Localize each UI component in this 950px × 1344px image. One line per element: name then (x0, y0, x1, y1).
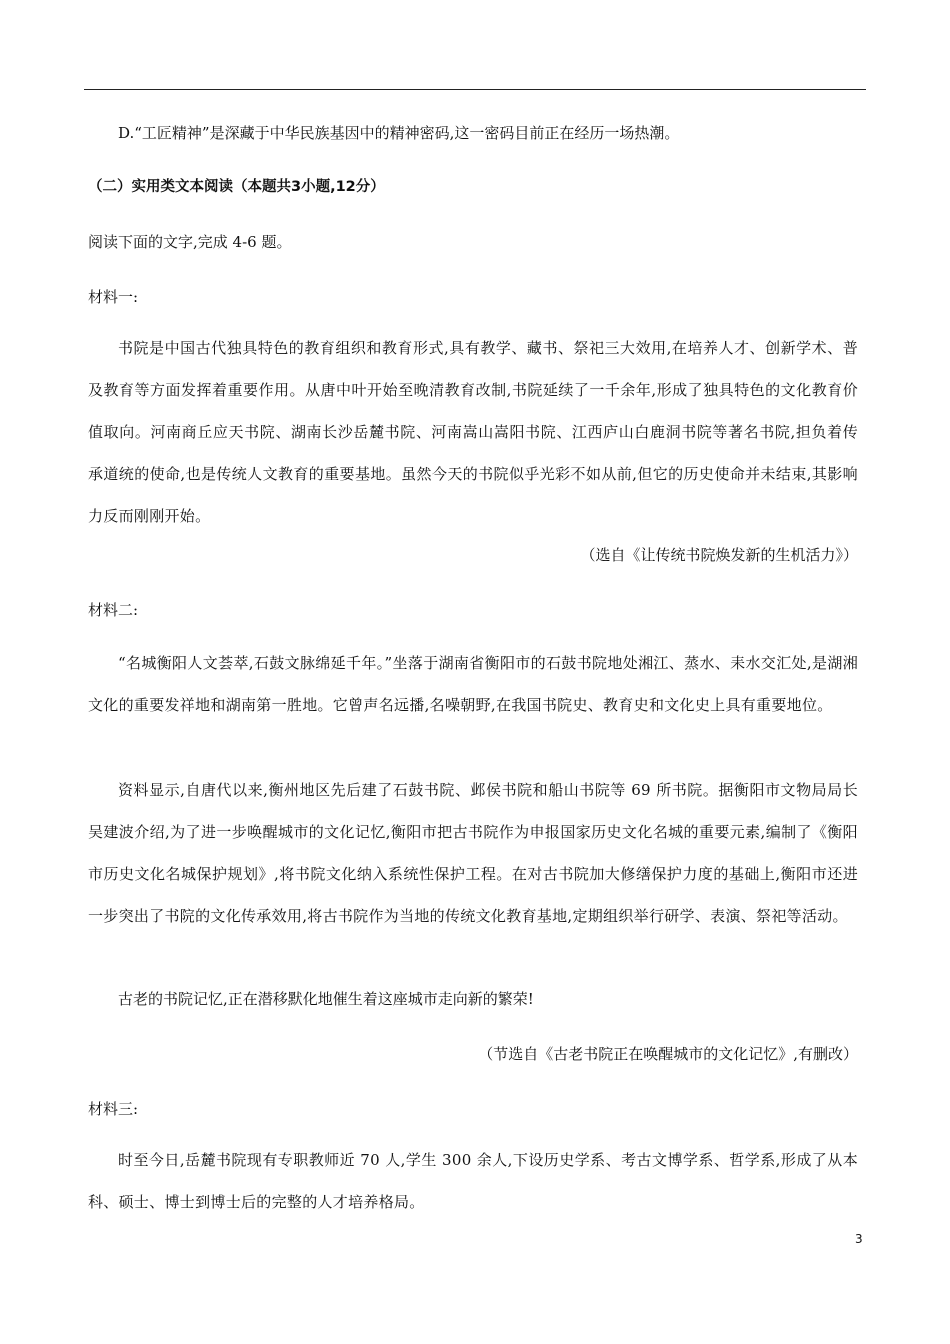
option-d: D.“工匠精神”是深藏于中华民族基因中的精神密码,这一密码目前正在经历一场热潮。 (118, 124, 680, 142)
material1-label: 材料一: (88, 288, 139, 306)
material2-paragraph-3: 古老的书院记忆,正在潜移默化地催生着这座城市走向新的繁荣! (118, 990, 534, 1008)
material2-paragraph-1: “名城衡阳人文荟萃,石鼓文脉绵延千年。”坐落于湖南省衡阳市的石鼓书院地处湘江、蒸水、耒水交汇处,是湖湘文化的重要发祥地和湖南第一胜地。它曾声名远播,名噪朝野,在我国书院史、教育史和文化史上具有重要地位。 (88, 654, 858, 714)
material2-paragraph-2: 资料显示,自唐代以来,衡州地区先后建了石鼓书院、邺侯书院和船山书院等 69 所书院。据衡阳市文物局局长吴建波介绍,为了进一步唤醒城市的文化记忆,衡阳市把古书院作为申报国家历史文化名城的重要元素,编制了《衡阳市历史文化名城保护规划》,将书院文化纳入系统性保护工程。在对古书院加大修缮保护力度的基础上,衡阳市还进一步突出了书院的文化传承效用,将古书院作为当地的传统文化教育基地,定期组织举行研学、表演、祭祀等活动。 (88, 781, 858, 925)
material2-label: 材料二: (88, 601, 139, 619)
instruction: 阅读下面的文字,完成 4-6 题。 (88, 233, 292, 251)
header-rule (84, 89, 866, 90)
page-number: 3 (855, 1232, 863, 1246)
section-title: （二）实用类文本阅读（本题共3小题,12分） (88, 179, 385, 195)
material3-text: 时至今日,岳麓书院现有专职教师近 70 人,学生 300 余人,下设历史学系、考古文博学系、哲学系,形成了从本科、硕士、博士到博士后的完整的人才培养格局。 (88, 1151, 858, 1211)
material1-text: 书院是中国古代独具特色的教育组织和教育形式,具有教学、藏书、祭祀三大效用,在培养人才、创新学术、普及教育等方面发挥着重要作用。从唐中叶开始至晚清教育改制,书院延续了一千余年,形成了独具特色的文化教育价值取向。河南商丘应天书院、湖南长沙岳麓书院、河南嵩山嵩阳书院、江西庐山白鹿洞书院等著名书院,担负着传承道统的使命,也是传统人文教育的重要基地。虽然今天的书院似乎光彩不如从前,但它的历史使命并未结束,其影响力反而刚刚开始。 (88, 339, 858, 525)
material3-label: 材料三: (88, 1100, 139, 1118)
material2-source: （节选自《古老书院正在唤醒城市的文化记忆》,有删改） (478, 1045, 858, 1063)
material1-source: （选自《让传统书院焕发新的生机活力》） (580, 546, 858, 564)
